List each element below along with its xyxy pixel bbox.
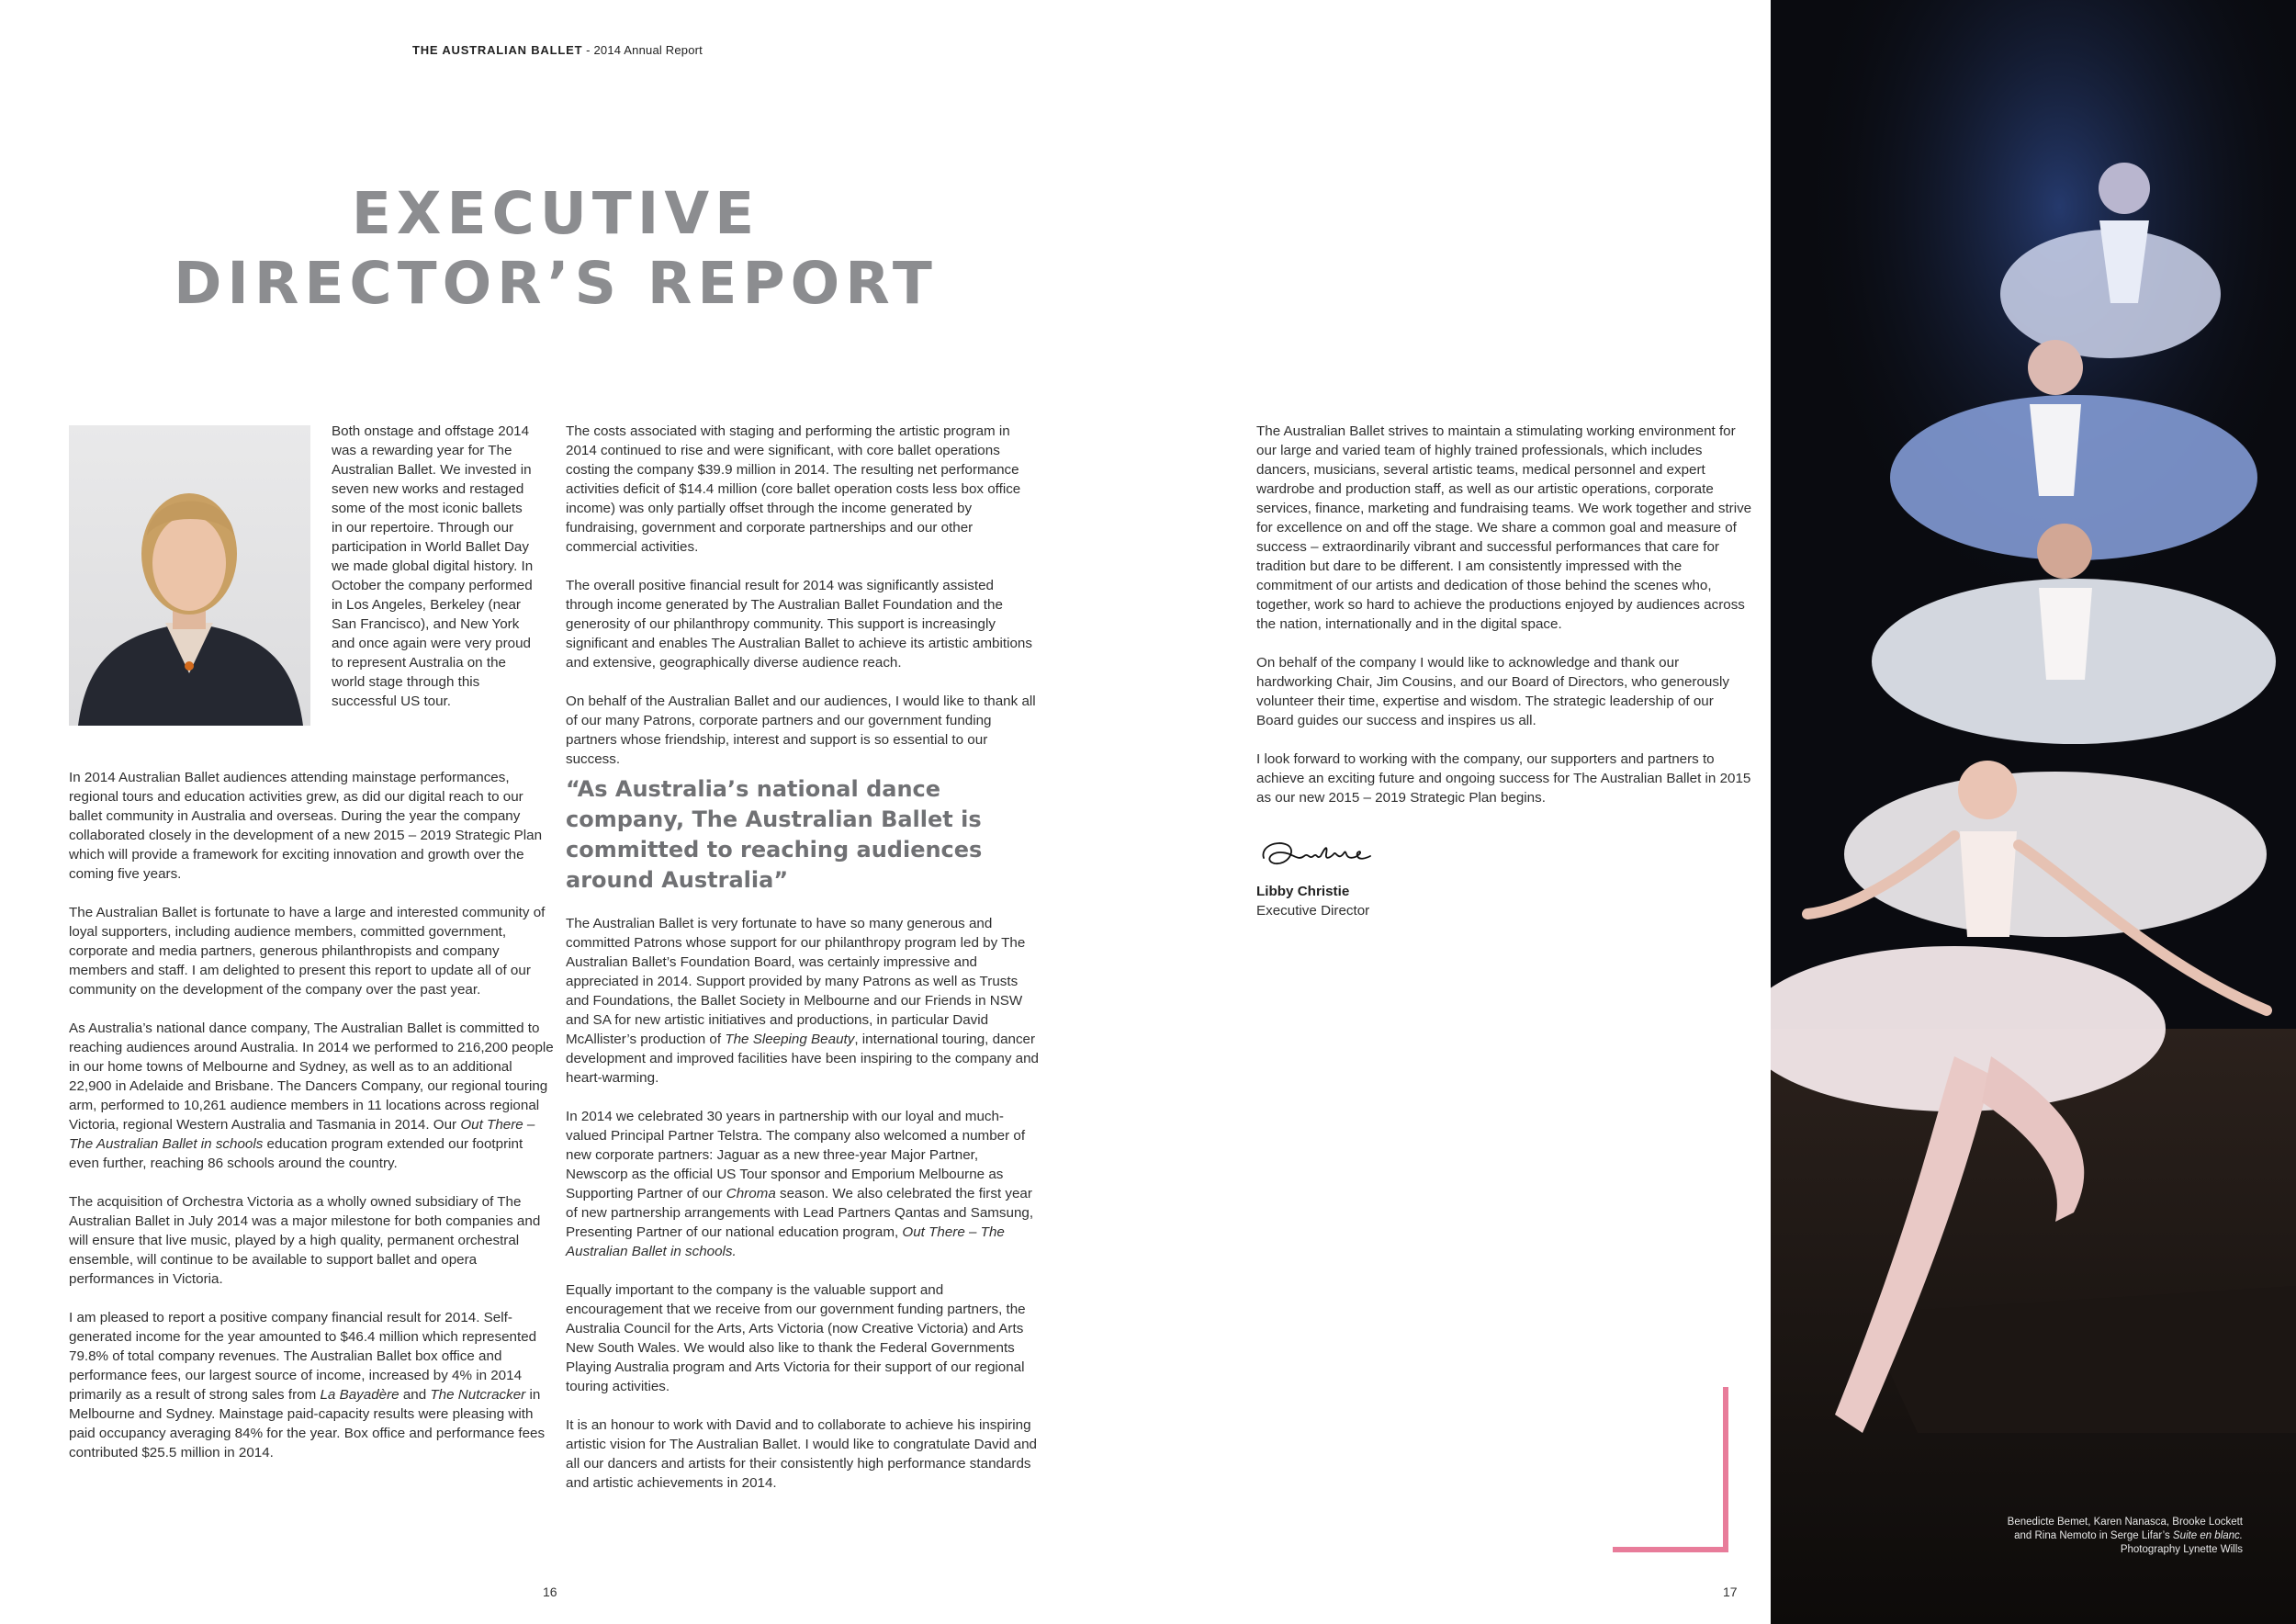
title-line-1: EXECUTIVE [351,180,760,247]
col2-p4-italic: The Sleeping Beauty [725,1032,855,1047]
col2-p4-text-a: The Australian Ballet is very fortunate to have so many generous and committed Patrons whose support for our philanthropy program led by The Australian Ballet’s Foundation Board, was certainly impressive and appreciated in 2014. Support provided by many Patrons as well as Trusts and Foundations, the Ballet Society in Melbourne and our Friends in NSW and SA for new artistic initiatives and productions, in particular David McAllister’s production of [566,916,1026,1047]
signatory-name: Libby Christie [1256,884,1350,899]
col2-paragraph-2: The overall positive financial result for 2014 was significantly assisted through income generated by The Australian Ballet Foundation and the generosity of our philanthropy community. This support is increasingly significant and enables The Australian Ballet to achieve its artistic ambitions and extensive, geographically diverse audience reach. [566,578,1032,671]
accent-corner-horizontal [1613,1547,1728,1552]
col1-p3-text-b: education program extended our footprint even further, reaching 86 schools around the country. [69,1136,523,1171]
ballet-photo [1771,0,2296,1624]
col1-p3-italic: Out There – The Australian Ballet in schools [69,1117,535,1152]
header-subtitle: - 2014 Annual Report [582,43,703,57]
page-number-left: 16 [543,1585,557,1599]
ballet-dancers-illustration [1771,0,2296,1624]
page-number-right: 17 [1723,1585,1738,1599]
portrait-illustration [69,425,310,726]
col2-paragraph-6: Equally important to the company is the valuable support and encouragement that we receive from our government funding partners, the Australia Council for the Arts, Arts Victoria (now Creative Victoria) and Arts New South Wales. We would also like to thank the Federal Governments Playing Australia program and Arts Victoria for their support of our regional touring activities. [566,1282,1026,1394]
col1-paragraph-1: In 2014 Australian Ballet audiences attending mainstage performances, regional tours and education activities grew, as did our digital reach to our ballet community in Australia and overseas. During the year the company collaborated closely in the development of a new 2015 – 2019 Strategic Plan which will provide a framework for exciting innovation and growth over the coming five years. [69,770,543,882]
col1-p5-text-c: in Melbourne and Sydney. Mainstage paid-capacity results were pleasing with paid occupancy averaging 84% for the year. Box office and performance fees contributed $25.5 million in 2014. [69,1387,546,1460]
col3-paragraph-2: On behalf of the company I would like to acknowledge and thank our hardworking Chair, Jim Cousins, and our Board of Directors, who generously volunteer their time, expertise and wisdom. The strategic leadership of our Board guides our success and inspires us all. [1256,655,1729,728]
col1-p5-text-b: and [399,1387,431,1403]
header-brand: THE AUSTRALIAN BALLET [412,43,583,57]
col2-p5-italic-2: Out There – The Australian Ballet in schools. [566,1224,1005,1259]
caption-line-2-text: and Rina Nemoto in Serge Lifar’s [2014,1530,2173,1541]
col1-paragraph-3 [69,1019,556,1173]
title-line-2: DIRECTOR’S REPORT [174,250,938,317]
photo-caption [1912,1516,2243,1557]
col3-paragraph-1: The Australian Ballet strives to maintain a stimulating working environment for our large and varied team of highly trained professionals, which includes dancers, musicians, several artistic teams, medical personnel and expert wardrobe and production staff, as well as our artistic operations, corporate services, finance, marketing and fundraising teams. We work together and strive for excellence on and off the stage. We share a common goal and measure of success – extraordinarily vibrant and successful performances that care for tradition but dare to be different. I am consistently impressed with the commitment of our artists and dedication of those behind the scenes who, together, work so hard to achieve the productions enjoyed by audiences across the nation, internationally and in the digital space. [1256,423,1752,632]
caption-line-3: Photography Lynette Wills [2120,1544,2243,1555]
col2-p4-text-b: , international touring, dancer development and improved facilities have been inspiring to the company and heart-warming. [566,1032,1040,1086]
signatory-role: Executive Director [1256,903,1370,919]
col2-p5-text-b: season. We also celebrated the first year of new partnership arrangements with Lead Partners Qantas and Samsung, Presenting Partner of our national education program, [566,1186,1034,1240]
col2-paragraph-3: On behalf of the Australian Ballet and our audiences, I would like to thank all of our many Patrons, corporate partners and our government funding partners whose friendship, interest and support is so essential to our success. [566,694,1036,767]
col1-p3-text-a: As Australia’s national dance company, The Australian Ballet is committed to reaching audiences around Australia. In 2014 we performed to 216,200 people in our home towns of Melbourne and Sydney, as well as to an additional 22,900 in Adelaide and Brisbane. The Dancers Company, our regional touring arm, performed to 10,261 audience members in 11 locations across regional Victoria, regional Western Australia and Tasmania in 2014. Our [69,1021,554,1133]
col1-paragraph-4: The acquisition of Orchestra Victoria as a wholly owned subsidiary of The Australian Ballet in July 2014 was a major milestone for both companies and will ensure that live music, played by a high quality, permanent orchestral ensemble, will continue to be available to support ballet and opera performances in Victoria. [69,1194,541,1287]
executive-director-portrait [69,425,310,726]
accent-corner-vertical [1723,1387,1728,1552]
column-2 [566,422,1043,1512]
col2-p5-italic-1: Chroma [726,1186,776,1201]
col2-paragraph-7: It is an honour to work with David and to collaborate to achieve his inspiring artistic vision for The Australian Ballet. I would like to congratulate David and all our dancers and artists for their consistently high performance standards and artistic achievements in 2014. [566,1417,1037,1491]
col1-p5-italic-1: La Bayadère [320,1387,400,1403]
signature-image [1256,830,1376,876]
col1-paragraph-2: The Australian Ballet is fortunate to have a large and interested community of loyal supporters, including audience members, committed government, corporate and media partners, generous philanthropists and company members and staff. I am delighted to present this report to update all of our community on the development of the company over the past year. [69,905,546,998]
col2-paragraph-4 [566,914,1043,1088]
running-header [412,43,703,57]
intro-paragraph: Both onstage and offstage 2014 was a rewarding year for The Australian Ballet. We invested in seven new works and restaged some of the most iconic ballets in our repertoire. Through our participation in World Ballet Day we made global digital history. In October the company performed in Los Angeles, Berkeley (near San Francisco), and New York and once again were very proud to represent Australia on the world stage through this successful US tour. [332,423,534,709]
col2-p5-text-a: In 2014 we celebrated 30 years in partnership with our loyal and much-valued Principal Partner Telstra. The company also welcomed a number of new corporate partners: Jaguar as a new three-year Major Partner, Newscorp as the official US Tour sponsor and Emporium Melbourne as Supporting Partner of our [566,1109,1026,1201]
page-title [138,179,974,319]
caption-line-2 [1912,1529,2243,1543]
column-1 [69,768,556,1482]
col2-paragraph-5 [566,1107,1043,1261]
pull-quote: “As Australia’s national dance company, The Australian Ballet is committed to reaching audiences around Australia” [566,776,983,893]
col3-paragraph-3: I look forward to working with the company, our supporters and partners to achieve an exciting future and ongoing success for The Australian Ballet in 2015 as our new 2015 – 2019 Strategic Plan begins. [1256,751,1751,806]
caption-line-2-italic: Suite en blanc. [2172,1530,2243,1541]
caption-line-1: Benedicte Bemet, Karen Nanasca, Brooke Lockett [2007,1517,2243,1528]
col1-paragraph-5 [69,1308,556,1462]
col1-p5-text-a: I am pleased to report a positive company financial result for 2014. Self-generated income for the year amounted to $46.4 million which represented 79.8% of total company revenues. The Australian Ballet box office and performance fees, our largest source of income, increased by 4% in 2014 primarily as a result of strong sales from [69,1310,537,1403]
col1-p5-italic-2: The Nutcracker [430,1387,526,1403]
col2-paragraph-1: The costs associated with staging and performing the artistic program in 2014 continued to rise and were significant, with core ballet operations costing the company $39.9 million in 2014. The resulting net performance activities deficit of $14.4 million (core ballet operation costs less box office income) was only partially offset through the income generated by fundraising, government and corporate partnerships and our other commercial activities. [566,423,1021,555]
column-3 [1256,422,1752,920]
